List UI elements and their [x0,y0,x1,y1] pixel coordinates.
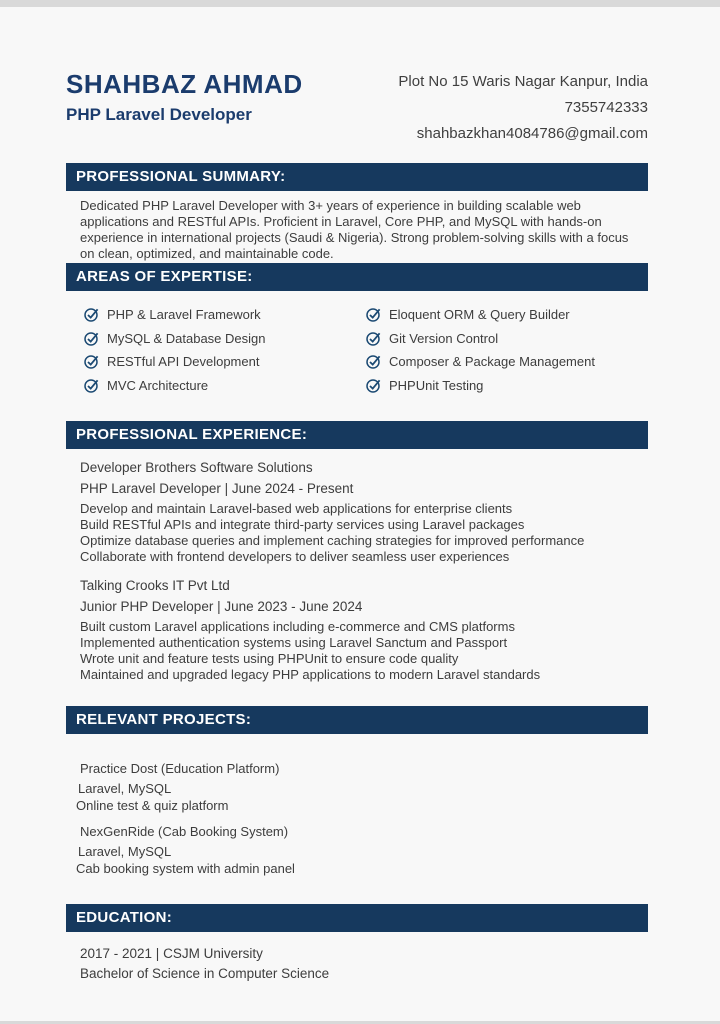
project-tech: Laravel, MySQL [78,781,172,796]
project-entry [66,760,648,814]
check-circle-icon [84,307,99,322]
check-circle-icon [366,354,381,369]
job-point: Wrote unit and feature tests using PHPUnit to ensure code quality [80,651,459,666]
section-heading-experience: PROFESSIONAL EXPERIENCE: [66,421,648,449]
check-circle-icon [366,331,381,346]
project-description: Online test & quiz platform [76,798,229,813]
project-entry [66,823,648,877]
contact-block [398,69,648,147]
check-circle-icon [84,378,99,393]
project-description: Cab booking system with admin panel [76,861,295,876]
expertise-item [366,327,648,351]
expertise-item [84,374,366,398]
contact-email: shahbazkhan4084786@gmail.com [416,125,648,142]
expertise-label: Composer & Package Management [389,354,595,370]
experience-list [66,459,648,685]
check-circle-icon [84,331,99,346]
expertise-item [84,327,366,351]
person-name: SHAHBAZ AHMAD [66,69,303,99]
expertise-label: Eloquent ORM & Query Builder [389,307,570,323]
education-period: 2017 - 2021 | CSJM University [80,946,263,961]
education-degree: Bachelor of Science in Computer Science [80,966,330,981]
section-heading-projects: RELEVANT PROJECTS: [66,706,648,734]
resume-content [66,7,648,984]
check-circle-icon [84,354,99,369]
project-name: Practice Dost (Education Platform) [80,761,280,776]
job-point: Develop and maintain Laravel-based web applications for enterprise clients [80,501,513,516]
section-heading-summary: PROFESSIONAL SUMMARY: [66,163,648,191]
check-circle-icon [366,378,381,393]
expertise-column-right [366,303,648,397]
job-role-line: Junior PHP Developer | June 2023 - June 2024 [80,599,363,614]
job-entry [66,459,648,565]
education-block [80,944,648,984]
expertise-item [84,350,366,374]
expertise-label: MySQL & Database Design [107,330,266,346]
expertise-label: PHPUnit Testing [389,377,484,393]
job-point: Built custom Laravel applications including e-commerce and CMS platforms [80,619,515,634]
job-company: Talking Crooks IT Pvt Ltd [80,578,230,593]
section-heading-expertise: AREAS OF EXPERTISE: [66,263,648,291]
job-point: Maintained and upgraded legacy PHP applications to modern Laravel standards [80,667,541,682]
expertise-item [366,303,648,327]
identity-block [66,69,303,126]
projects-list [66,760,648,877]
job-point: Build RESTful APIs and integrate third-party services using Laravel packages [80,517,525,532]
person-job-title: PHP Laravel Developer [66,105,252,124]
summary-paragraph: Dedicated PHP Laravel Developer with 3+ years of experience in building scalable web applications and RESTful APIs. Proficient in Laravel, Core PHP, and MySQL with hands-on experience in international projects (Saudi & Nigeria). Strong problem-solving skills with a focus on clean, optimized, and maintainable code. [80,198,629,261]
section-heading-education: EDUCATION: [66,904,648,932]
expertise-label: MVC Architecture [107,377,209,393]
project-name: NexGenRide (Cab Booking System) [80,824,289,839]
job-point: Optimize database queries and implement caching strategies for improved performance [80,533,585,548]
job-point: Implemented authentication systems using Laravel Sanctum and Passport [80,635,508,650]
expertise-item [366,350,648,374]
job-company: Developer Brothers Software Solutions [80,460,313,475]
check-circle-icon [366,307,381,322]
contact-phone: 7355742333 [564,99,648,116]
expertise-item [366,374,648,398]
job-points [80,619,648,683]
expertise-column-left [84,303,366,397]
job-entry [66,577,648,683]
expertise-label: Git Version Control [389,330,499,346]
expertise-label: PHP & Laravel Framework [107,307,261,323]
job-role-line: PHP Laravel Developer | June 2024 - Present [80,481,354,496]
expertise-grid [66,291,648,405]
contact-address: Plot No 15 Waris Nagar Kanpur, India [398,73,648,90]
top-edge-strip [0,0,720,7]
job-points [80,501,648,565]
expertise-label: RESTful API Development [107,354,260,370]
project-tech: Laravel, MySQL [78,844,172,859]
expertise-item [84,303,366,327]
job-point: Collaborate with frontend developers to deliver seamless user experiences [80,549,510,564]
resume-header [66,69,648,147]
